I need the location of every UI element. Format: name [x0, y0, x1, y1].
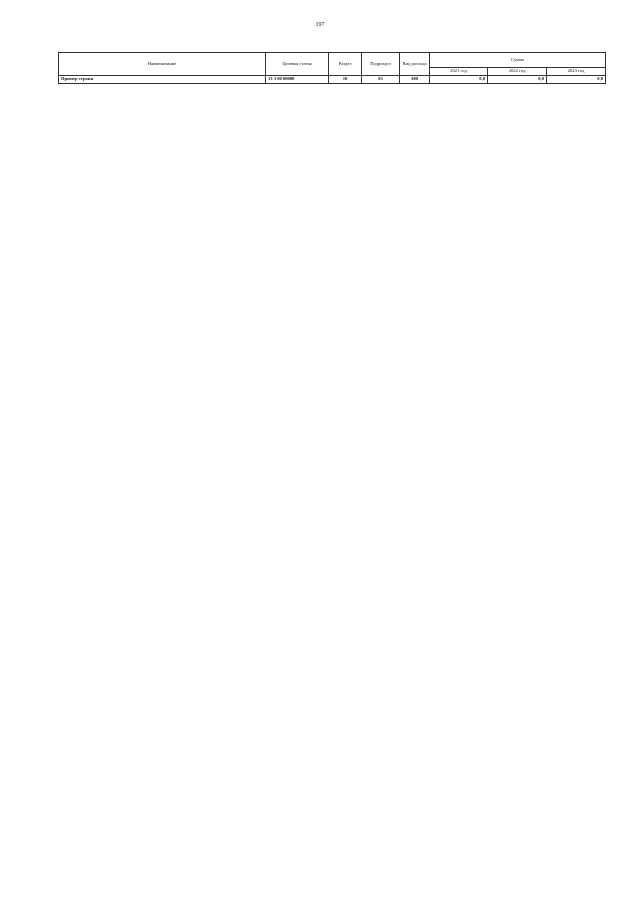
header-sum: Сумма	[430, 53, 606, 68]
cell-name: Пример строки	[59, 76, 266, 84]
cell-2023: 0,0	[547, 76, 606, 84]
table-row	[59, 76, 606, 84]
budget-table	[58, 52, 606, 84]
budget-table-container	[58, 52, 605, 84]
cell-kind: 300	[400, 76, 430, 84]
header-name: Наименование	[59, 53, 266, 76]
table-header	[59, 53, 606, 76]
header-section: Раздел	[329, 53, 362, 76]
cell-2021: 0,0	[430, 76, 488, 84]
header-year-2022: 2022 год	[488, 68, 547, 76]
cell-subsection: 03	[362, 76, 400, 84]
table-body	[59, 76, 606, 84]
cell-2022: 0,0	[488, 76, 547, 84]
header-year-2023: 2023 год	[547, 68, 606, 76]
cell-section: 10	[329, 76, 362, 84]
cell-target: 13 3 00 00000	[266, 76, 329, 84]
header-subsection: Подраздел	[362, 53, 400, 76]
header-kind: Вид расхода	[400, 53, 430, 76]
header-target: Целевая статья	[266, 53, 329, 76]
header-year-2021: 2021 год	[430, 68, 488, 76]
page-number: 197	[315, 22, 325, 28]
